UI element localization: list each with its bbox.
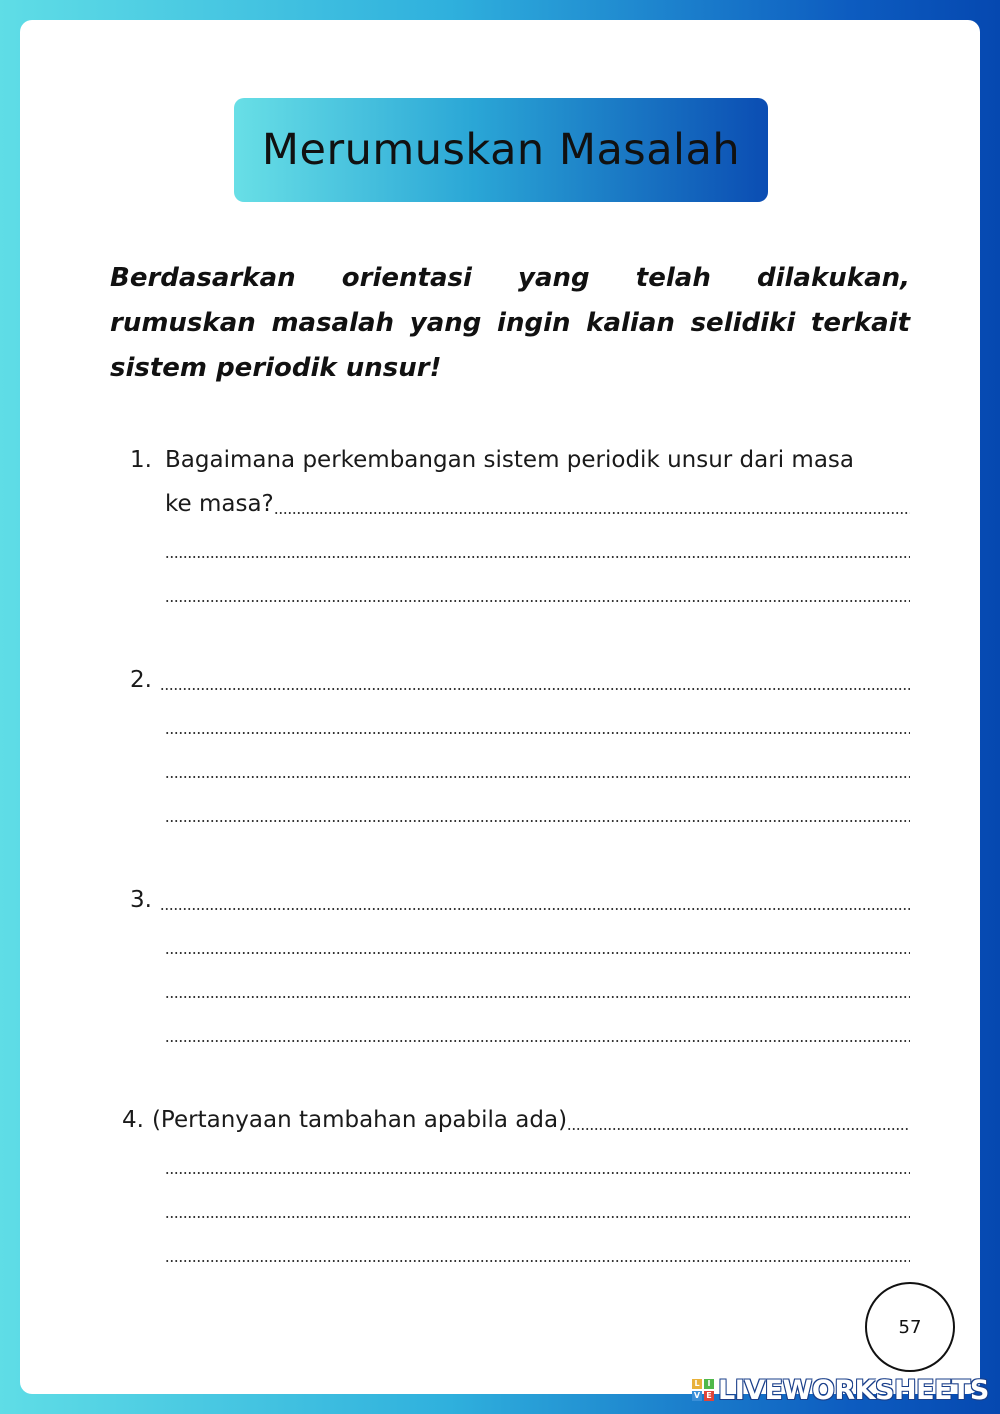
page-number-circle: [865, 1282, 955, 1372]
title-banner: [234, 98, 768, 202]
watermark-text: LIVEWORKSHEETS: [718, 1374, 989, 1406]
answer-line[interactable]: [130, 702, 910, 746]
question-1-number: 1.: [130, 447, 152, 473]
question-1-text: Bagaimana perkembangan sistem periodik unsur dari masa: [165, 447, 854, 473]
answer-line[interactable]: [130, 746, 910, 790]
dotted-answer-line[interactable]: [274, 512, 910, 514]
answer-line[interactable]: [130, 922, 910, 966]
answer-line[interactable]: [130, 570, 910, 614]
instruction-text: Berdasarkan orientasi yang telah dilakukan, rumuskan masalah yang ingin kalian selidiki terkait sistem periodik unsur!: [110, 263, 910, 383]
liveworksheets-logo-icon: L I V E: [692, 1379, 714, 1401]
dotted-answer-line[interactable]: [165, 952, 910, 954]
answer-line[interactable]: [122, 1098, 910, 1142]
answer-line[interactable]: [130, 790, 910, 834]
page-number: 57: [898, 1316, 922, 1338]
dotted-answer-line[interactable]: [165, 732, 910, 734]
dotted-answer-line[interactable]: [165, 776, 910, 778]
question-2: [130, 658, 910, 834]
liveworksheets-watermark: [692, 1374, 989, 1406]
question-4-text: (Pertanyaan tambahan apabila ada): [151, 1107, 568, 1133]
answer-line[interactable]: [130, 878, 910, 922]
question-3-number: 3.: [130, 887, 152, 913]
dotted-answer-line[interactable]: [165, 1216, 910, 1218]
answer-line[interactable]: [122, 1230, 910, 1274]
dotted-answer-line[interactable]: [165, 600, 910, 602]
question-1-line: [130, 438, 910, 482]
question-3: [130, 878, 910, 1054]
question-2-number: 2.: [130, 667, 152, 693]
question-4-number: 4.: [122, 1107, 144, 1133]
answer-line[interactable]: [130, 526, 910, 570]
answer-line[interactable]: [122, 1142, 910, 1186]
dotted-answer-line[interactable]: [165, 1260, 910, 1262]
answer-line[interactable]: [130, 658, 910, 702]
dotted-answer-line[interactable]: [160, 688, 910, 690]
dotted-answer-line[interactable]: [165, 556, 910, 558]
question-4: [122, 1098, 910, 1274]
dotted-answer-line[interactable]: [165, 996, 910, 998]
dotted-answer-line[interactable]: [165, 1172, 910, 1174]
dotted-answer-line[interactable]: [165, 820, 910, 822]
answer-line[interactable]: [130, 482, 910, 526]
dotted-answer-line[interactable]: [160, 908, 910, 910]
worksheet-page: [20, 20, 980, 1394]
answer-line[interactable]: [130, 966, 910, 1010]
answer-line[interactable]: [122, 1186, 910, 1230]
dotted-answer-line[interactable]: [165, 1040, 910, 1042]
dotted-answer-line[interactable]: [567, 1128, 910, 1130]
answer-line[interactable]: [130, 1010, 910, 1054]
question-1: [130, 438, 910, 614]
page-title: Merumuskan Masalah: [261, 125, 741, 175]
question-1-text-continued: ke masa?: [165, 491, 274, 517]
